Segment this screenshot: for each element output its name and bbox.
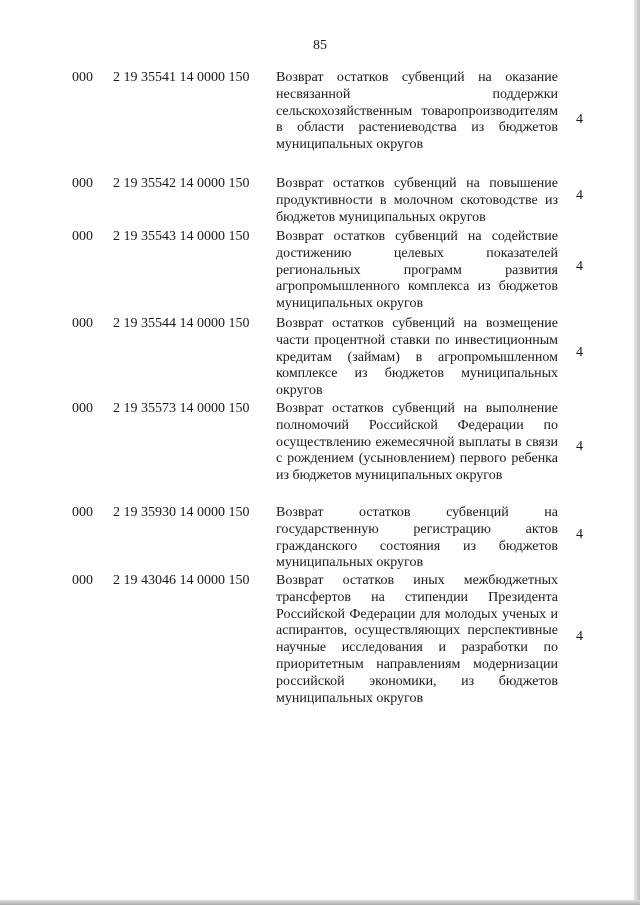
budget-code: 2 19 35541 14 0000 150: [113, 70, 250, 85]
revenue-name: Возврат остатков субвенций на возмещение части процентной ставки по инвестиционным кредитам (займам) в агропромышленном комплексе из бюджетов муниципальных округов: [276, 316, 558, 399]
revenue-name: Возврат остатков субвенций на оказание несвязанной поддержки сельскохозяйственным товаропроизводителям в области растениеводства из бюджетов муниципальных округов: [276, 70, 558, 153]
revenue-name: Возврат остатков субвенций на выполнение полномочий Российской Федерации по осуществлению ежемесячной выплаты в связи с рождением (усыновлением) первого ребенка из бюджетов муниципальных округов: [276, 401, 558, 484]
budget-code: 2 19 35573 14 0000 150: [113, 401, 250, 416]
budget-code: 2 19 35544 14 0000 150: [113, 316, 250, 331]
revenue-name: Возврат остатков субвенций на содействие достижению целевых показателей региональных программ развития агропромышленного комплекса из бюджетов муниципальных округов: [276, 229, 558, 312]
budget-code: 2 19 35542 14 0000 150: [113, 176, 250, 191]
row-value: 4: [576, 112, 583, 127]
admin-code: 000: [72, 401, 93, 416]
budget-code: 2 19 43046 14 0000 150: [113, 573, 250, 588]
row-value: 4: [576, 527, 583, 542]
admin-code: 000: [72, 505, 93, 520]
scan-edge-right: [634, 0, 640, 905]
admin-code: 000: [72, 316, 93, 331]
revenue-name: Возврат остатков субвенций на повышение продуктивности в молочном скотоводстве из бюджетов муниципальных округов: [276, 176, 558, 225]
row-value: 4: [576, 345, 583, 360]
budget-code: 2 19 35930 14 0000 150: [113, 505, 250, 520]
admin-code: 000: [72, 573, 93, 588]
row-value: 4: [576, 439, 583, 454]
row-value: 4: [576, 259, 583, 274]
row-value: 4: [576, 188, 583, 203]
admin-code: 000: [72, 229, 93, 244]
admin-code: 000: [72, 176, 93, 191]
page-number: 85: [313, 38, 327, 53]
revenue-name: Возврат остатков иных межбюджетных трансфертов на стипендии Президента Российской Федерации для молодых ученых и аспирантов, осуществляющих перспективные научные исследования и разработки по приоритетным направлениям модернизации российской экономики, из бюджетов муниципальных округов: [276, 573, 558, 706]
revenue-name: Возврат остатков субвенций на государственную регистрацию актов гражданского состояния из бюджетов муниципальных округов: [276, 505, 558, 571]
budget-code: 2 19 35543 14 0000 150: [113, 229, 250, 244]
row-value: 4: [576, 629, 583, 644]
admin-code: 000: [72, 70, 93, 85]
scan-edge-bottom: [0, 900, 640, 905]
